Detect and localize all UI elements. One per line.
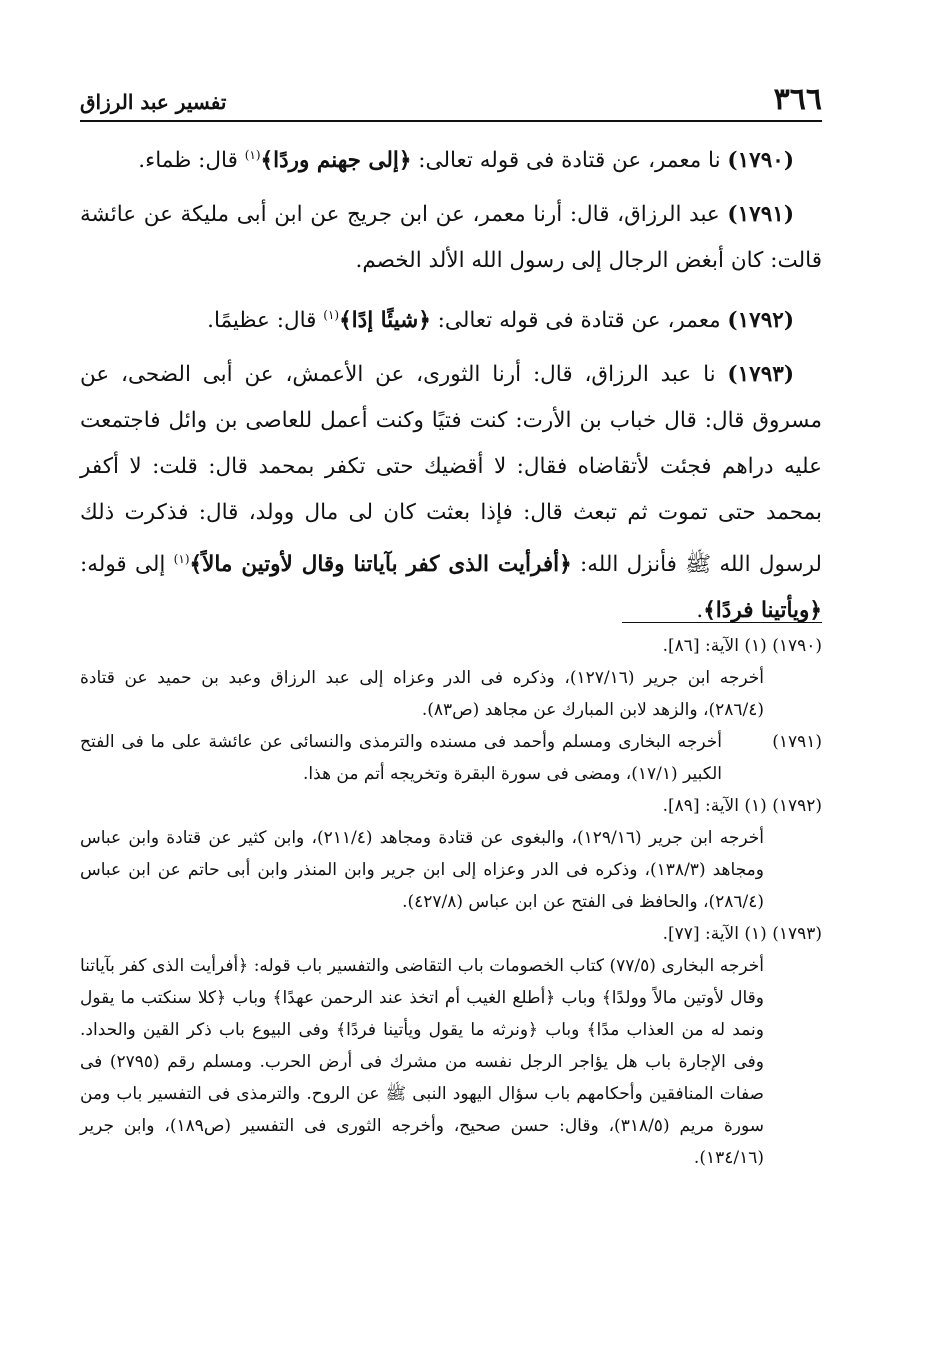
page-header xyxy=(80,78,822,122)
footnote-1791-label: (١٧٩١) xyxy=(772,732,822,752)
entry-text-end: . xyxy=(696,598,704,624)
entry-number: (١٧٩٠) xyxy=(727,148,794,174)
quran-quote-2: ﴿ويأتينا فردًا﴾ xyxy=(703,598,822,624)
paragraph-1791 xyxy=(80,192,822,284)
footnote-1793-body: أخرجه البخارى (٧٧/٥) كتاب الخصومات باب التقاضى والتفسير باب قوله: ﴿أفرأيت الذى كفر بآياتنا وقال لأوتين مالاً وولدًا﴾ وباب ﴿أطلع الغيب أم اتخذ عند الرحمن عهدًا﴾ وباب ﴿كلا سنكتب ما يقول ونمد له من العذاب مدًا﴾ وباب ﴿ونرثه ما يقول ويأتينا فردًا﴾ وفى البيوع باب ذكر القين والحداد. وفى الإجارة باب هل يؤاجر الرجل نفسه من مشرك فى أرض الحرب. ومسلم رقم (٢٧٩٥) فى صفات المنافقين وأحكامهم باب سؤال اليهود النبى ﷺ عن الروح. والترمذى فى التفسير باب ومن سورة مريم (٣١٨/٥)، وقال: حسن صحيح، وأخرجه الثورى فى التفسير (ص١٨٩)، وابن جرير (١٣٤/١٦). xyxy=(80,956,764,1168)
entry-text: عبد الرزاق، قال: أرنا معمر، عن ابن جريج عن ابن أبى مليكة عن عائشة قالت: كان أبغض الرجال إلى رسول الله الألد الخصم. xyxy=(80,202,822,274)
footnote-1791-body: أخرجه البخارى ومسلم وأحمد فى مسنده والترمذى والنسائى عن عائشة على ما فى الفتح الكبير (١٧/١)، ومضى فى سورة البقرة وتخريجه أتم من هذا. xyxy=(80,732,722,784)
paragraph-1792 xyxy=(80,292,822,344)
footnote-1791 xyxy=(80,726,822,790)
footnote-1790-head: (١٧٩٠) (١) الآية: [٨٦]. xyxy=(662,636,822,656)
quran-quote: ﴿إلى جهنم وردًا﴾ xyxy=(260,148,412,174)
entry-text-end: قال: ظماء. xyxy=(138,148,245,174)
entry-text-end: قال: عظيمًا. xyxy=(207,308,324,334)
page-number: ٣٦٦ xyxy=(773,82,822,117)
footnote-marker: (١) xyxy=(323,308,340,323)
paragraph-1793 xyxy=(80,352,822,634)
entry-number: (١٧٩٢) xyxy=(727,308,794,334)
footnote-1792-body: أخرجه ابن جرير (١٢٩/١٦)، والبغوى عن قتادة ومجاهد (٢١١/٤)، وابن كثير عن قتادة وابن عباس ومجاهد (١٣٨/٣)، وذكره فى الدر وعزاه إلى ابن جرير وابن المنذر وابن أبى حاتم عن ابن عباس (٢٨٦/٤)، والحافظ فى الفتح عن ابن عباس (٤٢٧/٨). xyxy=(80,828,764,912)
footnote-1793-head: (١٧٩٣) (١) الآية: [٧٧]. xyxy=(662,924,822,944)
entry-number: (١٧٩٣) xyxy=(727,362,794,388)
footnote-1790-body: أخرجه ابن جرير (١٢٧/١٦)، وذكره فى الدر وعزاه إلى عبد الرزاق وعبد بن حميد عن قتادة (٢٨٦/٤)، والزهد لابن المبارك عن مجاهد (ص٨٣). xyxy=(80,668,764,720)
paragraph-1790 xyxy=(80,132,822,184)
running-title: تفسير عبد الرزاق xyxy=(80,90,227,114)
entry-text: نا عبد الرزاق، قال: أرنا الثورى، عن الأعمش، عن أبى الضحى، عن مسروق قال: قال خباب بن الأرت: كنت فتيًا وكنت أعمل للعاصى بن وائل فاجتمعت عليه دراهم فجئت لأتقاضاه فقال: لا أقضيك حتى تكفر بمحمد قال: قلت: لا أكفر بمحمد حتى تموت ثم تبعث قال: فإذا بعثت كان لى مال وولد، قال: فذكرت ذلك لرسول الله ﷺ فأنزل الله: xyxy=(80,362,822,578)
footnote-separator xyxy=(622,622,822,623)
footnote-marker: (١) xyxy=(244,148,261,162)
quran-quote: ﴿أفرأيت الذى كفر بآياتنا وقال لأوتين مالاً﴾ xyxy=(189,552,572,578)
footnote-marker: (١) xyxy=(173,552,190,567)
entry-text: معمر، عن قتادة فى قوله تعالى: xyxy=(430,308,728,334)
footnote-1792-head: (١٧٩٢) (١) الآية: [٨٩]. xyxy=(662,796,822,816)
main-text xyxy=(80,132,822,642)
entry-number: (١٧٩١) xyxy=(727,202,794,228)
footnotes xyxy=(80,630,822,1174)
quran-quote: ﴿شيئًا إدًا﴾ xyxy=(339,308,431,334)
entry-text: نا معمر، عن قتادة فى قوله تعالى: xyxy=(411,148,728,174)
entry-text-mid: إلى قوله: xyxy=(80,552,174,578)
